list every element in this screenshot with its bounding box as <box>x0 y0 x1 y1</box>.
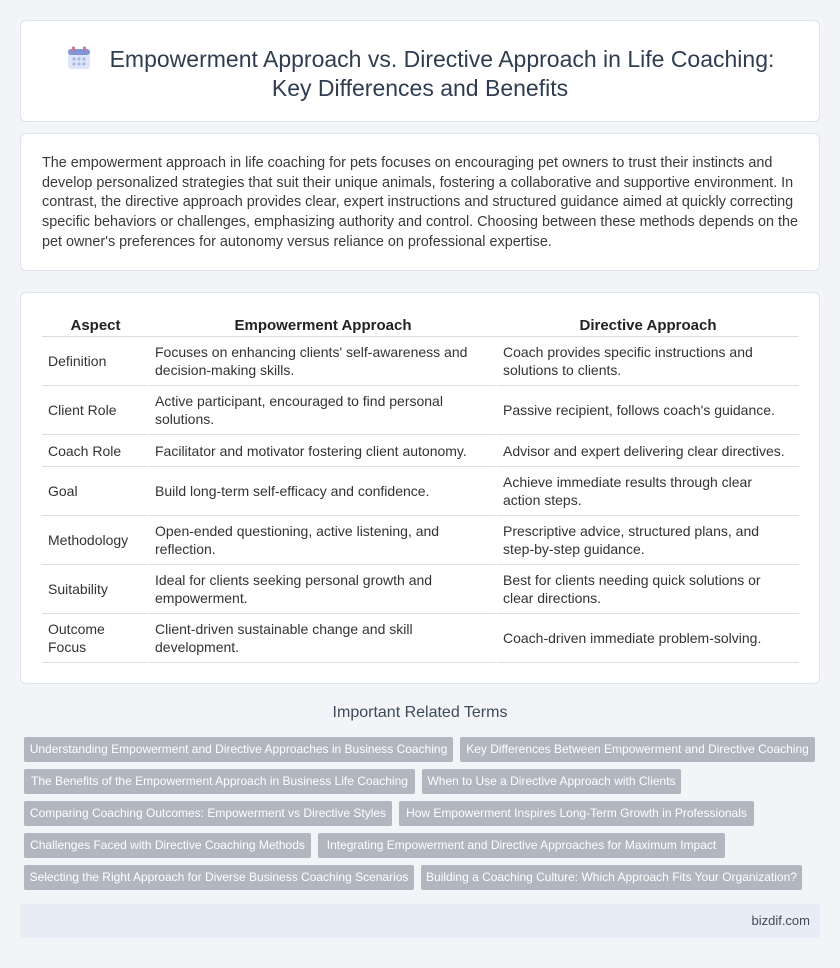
aspect-cell: Suitability <box>42 565 149 614</box>
related-terms-title: Important Related Terms <box>332 704 508 721</box>
calendar-icon <box>66 45 92 71</box>
empowerment-cell: Active participant, encouraged to find personal solutions. <box>149 386 497 435</box>
title-line-1: Empowerment Approach vs. Directive Approach in Life Coaching: <box>109 46 775 72</box>
empowerment-cell: Build long-term self-efficacy and confidence. <box>149 467 497 516</box>
related-term-tag[interactable]: How Empowerment Inspires Long-Term Growth in Professionals <box>399 801 754 826</box>
header-empowerment: Empowerment Approach <box>149 316 497 337</box>
header-card <box>20 20 820 122</box>
related-term-tag[interactable]: Understanding Empowerment and Directive Approaches in Business Coaching <box>24 737 453 762</box>
related-term-tag[interactable]: Key Differences Between Empowerment and Directive Coaching <box>460 737 815 762</box>
aspect-cell: Coach Role <box>42 435 149 467</box>
related-term-tag[interactable]: Comparing Coaching Outcomes: Empowerment vs Directive Styles <box>24 801 392 826</box>
aspect-cell: Outcome Focus <box>42 614 149 663</box>
directive-cell: Advisor and expert delivering clear directives. <box>497 435 799 467</box>
intro-card <box>20 133 820 271</box>
table-row <box>42 614 799 663</box>
comparison-table-card <box>20 292 820 684</box>
table-row <box>42 386 799 435</box>
footer <box>20 904 820 938</box>
directive-cell: Best for clients needing quick solutions or clear directions. <box>497 565 799 614</box>
empowerment-cell: Ideal for clients seeking personal growth and empowerment. <box>149 565 497 614</box>
directive-cell: Coach provides specific instructions and solutions to clients. <box>497 337 799 386</box>
aspect-cell: Goal <box>42 467 149 516</box>
aspect-cell: Client Role <box>42 386 149 435</box>
comparison-table <box>42 316 799 663</box>
empowerment-cell: Client-driven sustainable change and skill development. <box>149 614 497 663</box>
table-header-row <box>42 316 799 337</box>
related-term-tag[interactable]: Selecting the Right Approach for Diverse Business Coaching Scenarios <box>24 865 414 890</box>
table-row <box>42 467 799 516</box>
page-title <box>21 45 819 103</box>
empowerment-cell: Open-ended questioning, active listening, and reflection. <box>149 516 497 565</box>
related-term-tag[interactable]: The Benefits of the Empowerment Approach in Business Life Coaching <box>24 769 415 794</box>
table-row <box>42 565 799 614</box>
related-term-tag[interactable]: Integrating Empowerment and Directive Approaches for Maximum Impact <box>318 833 725 858</box>
table-row <box>42 337 799 386</box>
header-directive: Directive Approach <box>497 316 799 337</box>
table-row <box>42 435 799 467</box>
intro-paragraph: The empowerment approach in life coaching for pets focuses on encouraging pet owners to trust their instincts and develop personalized strategies that suit their unique animals, fostering a collaborative and supportive environment. In contrast, the directive approach provides clear, expert instructions and structured guidance aimed at quickly correcting specific behaviors or challenges, emphasizing authority and control. Choosing between these methods depends on the pet owner's preferences for autonomy versus reliance on professional expertise. <box>42 155 798 250</box>
directive-cell: Coach-driven immediate problem-solving. <box>497 614 799 663</box>
related-term-tag[interactable]: When to Use a Directive Approach with Clients <box>422 769 681 794</box>
related-term-tag[interactable]: Building a Coaching Culture: Which Approach Fits Your Organization? <box>421 865 802 890</box>
related-term-tag[interactable]: Challenges Faced with Directive Coaching Methods <box>24 833 311 858</box>
table-row <box>42 516 799 565</box>
aspect-cell: Methodology <box>42 516 149 565</box>
aspect-cell: Definition <box>42 337 149 386</box>
directive-cell: Achieve immediate results through clear action steps. <box>497 467 799 516</box>
header-aspect: Aspect <box>42 316 149 337</box>
footer-brand[interactable]: bizdif.com <box>751 913 810 928</box>
title-line-2: Key Differences and Benefits <box>271 75 569 101</box>
empowerment-cell: Focuses on enhancing clients' self-awareness and decision-making skills. <box>149 337 497 386</box>
directive-cell: Passive recipient, follows coach's guidance. <box>497 386 799 435</box>
empowerment-cell: Facilitator and motivator fostering client autonomy. <box>149 435 497 467</box>
directive-cell: Prescriptive advice, structured plans, and step-by-step guidance. <box>497 516 799 565</box>
